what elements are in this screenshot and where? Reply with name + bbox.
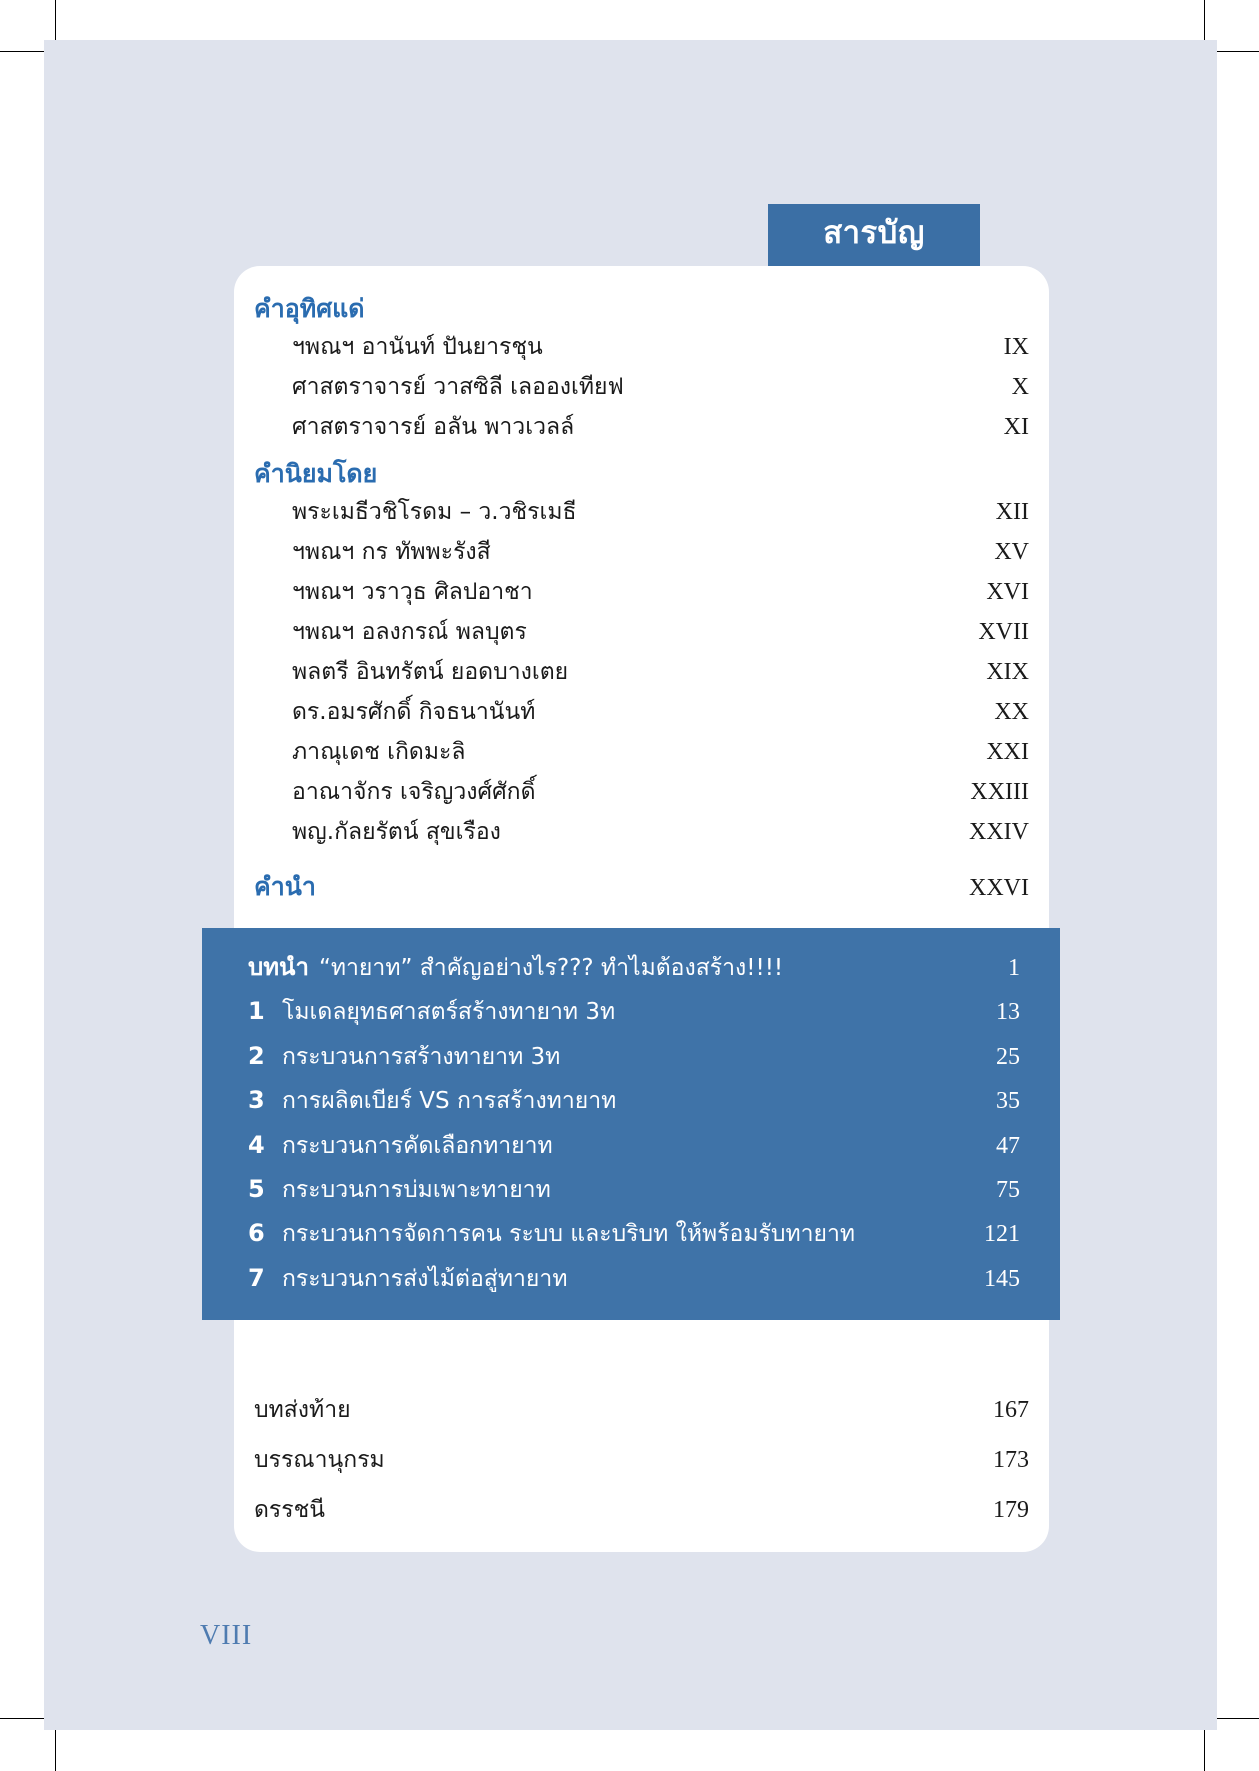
chapter-row-5 (248, 1176, 1020, 1203)
entry-page: XXIII (970, 779, 1029, 805)
chapter-page: 25 (996, 1043, 1020, 1070)
chapter-row-7 (248, 1265, 1020, 1292)
chapter-title: กระบวนการส่งไม้ต่อสู่ทายาท (282, 1265, 568, 1292)
front-matter-section (254, 296, 1029, 913)
entry-page: XIX (986, 659, 1029, 685)
chapter-title: กระบวนการสร้างทายาท 3ท (282, 1043, 561, 1070)
toc-banner (768, 204, 980, 266)
list-item (254, 820, 1029, 844)
chapter-row-6 (248, 1220, 1020, 1247)
entry-label: ศาสตราจารย์ อลัน พาวเวลล์ (292, 414, 575, 440)
chapter-list-block (202, 928, 1060, 1320)
chapter-title: กระบวนการจัดการคน ระบบ และบริบท ให้พร้อมรับทายาท (282, 1221, 856, 1248)
section-heading-preface: คำนำ (254, 872, 316, 901)
entry-label: พลตรี อินทรัตน์ ยอดบางเตย (292, 659, 569, 685)
chapter-row-4 (248, 1132, 1020, 1159)
list-item (254, 780, 1029, 804)
front-matter-group-dedication (254, 296, 1029, 439)
entry-page: X (1011, 374, 1029, 400)
list-item (254, 1398, 1029, 1422)
entry-label: ดร.อมรศักดิ์ กิจธนานันท์ (292, 699, 536, 725)
entry-page: XX (994, 699, 1029, 725)
entry-page: XII (995, 499, 1029, 525)
page-folio-number: VIII (200, 1620, 253, 1651)
list-item (254, 540, 1029, 564)
list-item (254, 500, 1029, 524)
chapter-number: 2 (248, 1041, 265, 1070)
chapter-number: 1 (248, 997, 265, 1026)
chapter-page: 145 (984, 1265, 1020, 1292)
foreword-entry-list (254, 500, 1029, 844)
chapter-title: กระบวนการบ่มเพาะทายาท (282, 1176, 551, 1203)
chapter-row-intro (248, 954, 1020, 981)
preface-page: XXVI (969, 875, 1029, 901)
chapter-number: 4 (248, 1130, 265, 1159)
chapter-page: 75 (996, 1176, 1020, 1203)
entry-page: XVII (978, 619, 1029, 645)
front-matter-group-forewords (254, 461, 1029, 844)
entry-label: พญ.กัลยรัตน์ สุขเรือง (292, 819, 501, 845)
entry-page: 179 (993, 1497, 1029, 1523)
list-item (254, 415, 1029, 439)
list-item (254, 660, 1029, 684)
entry-page: XI (1003, 414, 1029, 440)
chapter-page: 47 (996, 1132, 1020, 1159)
entry-page: XXIV (969, 819, 1029, 845)
chapter-title: กระบวนการคัดเลือกทายาท (282, 1132, 553, 1159)
entry-page: 173 (993, 1447, 1029, 1473)
chapter-row-1 (248, 998, 1020, 1025)
chapter-page: 1 (1008, 955, 1020, 981)
list-item (254, 740, 1029, 764)
chapter-title: “ทายาท” สำคัญอย่างไร??? ทำไมต้องสร้าง!!!! (318, 955, 784, 981)
entry-label: ศาสตราจารย์ วาสซิลี เลอองเทียฟ (292, 374, 624, 400)
chapter-page: 121 (984, 1221, 1020, 1248)
entry-page: 167 (993, 1397, 1029, 1423)
section-heading-dedication: คำอุทิศแด่ (254, 294, 365, 323)
entry-page: XVI (986, 579, 1029, 605)
entry-page: XV (994, 539, 1029, 565)
section-heading-forewords: คำนิยมโดย (254, 459, 378, 488)
entry-label: บรรณานุกรม (254, 1447, 385, 1473)
entry-label: บทส่งท้าย (254, 1397, 351, 1423)
chapter-page: 35 (996, 1088, 1020, 1115)
dedication-entry-list (254, 335, 1029, 439)
chapter-page: 13 (996, 999, 1020, 1026)
entry-label: ฯพณฯ กร ทัพพะรังสี (292, 539, 491, 565)
list-item (254, 335, 1029, 359)
entry-label: อาณาจักร เจริญวงศ์ศักดิ์ (292, 779, 536, 805)
entry-label: ฯพณฯ อานันท์ ปันยารชุน (292, 334, 543, 360)
chapter-row-3 (248, 1087, 1020, 1114)
chapter-number: 5 (248, 1174, 265, 1203)
chapter-row-2 (248, 1043, 1020, 1070)
list-item (254, 375, 1029, 399)
entry-label: ดรรชนี (254, 1497, 325, 1523)
entry-page: XXI (986, 739, 1029, 765)
chapter-title: โมเดลยุทธศาสตร์สร้างทายาท 3ท (282, 999, 616, 1026)
list-item (254, 620, 1029, 644)
list-item (254, 1448, 1029, 1472)
list-item (254, 700, 1029, 724)
entry-label: ฯพณฯ อลงกรณ์ พลบุตร (292, 619, 527, 645)
list-item (254, 1498, 1029, 1522)
entry-label: พระเมธีวชิโรดม – ว.วชิรเมธี (292, 499, 577, 525)
entry-page: IX (1003, 334, 1029, 360)
front-matter-preface (254, 874, 1029, 913)
chapter-title: การผลิตเบียร์ VS การสร้างทายาท (282, 1088, 617, 1115)
chapter-number: 3 (248, 1086, 265, 1115)
entry-label: ฯพณฯ วราวุธ ศิลปอาชา (292, 579, 533, 605)
chapter-number: บทนำ (248, 953, 309, 981)
entry-label: ภาณุเดช เกิดมะลิ (292, 739, 466, 765)
list-item (254, 580, 1029, 604)
chapter-number: 6 (248, 1219, 265, 1248)
back-matter-section (254, 1398, 1029, 1522)
page-title: สารบัญ (823, 214, 925, 251)
chapter-number: 7 (248, 1263, 265, 1292)
